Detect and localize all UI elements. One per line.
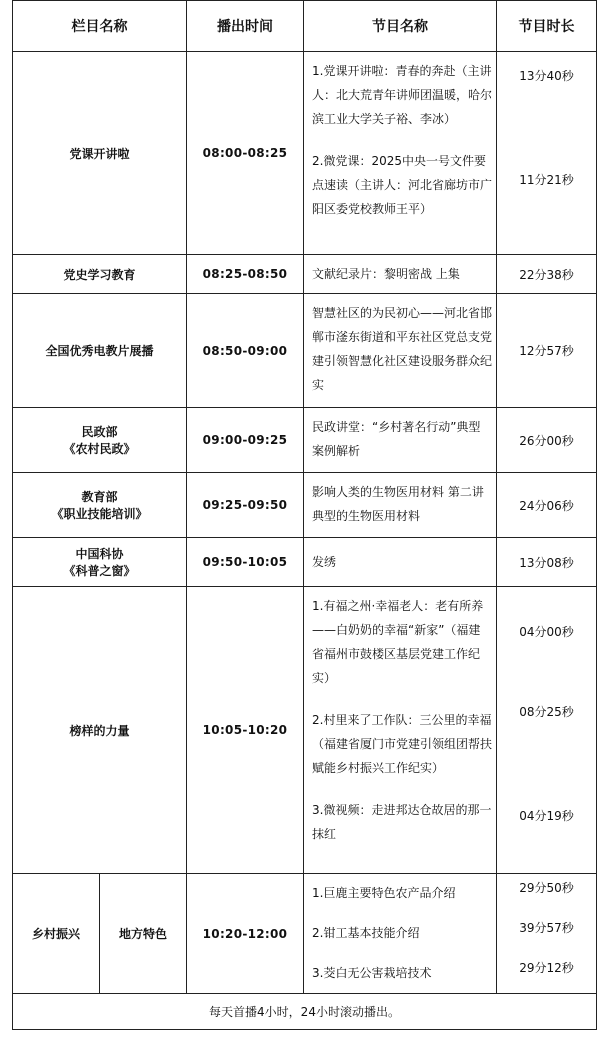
air-time: 08:50-09:00	[187, 294, 304, 408]
footer-note: 每天首播4小时，24小时滚动播出。	[13, 994, 597, 1030]
air-time: 08:25-08:50	[187, 255, 304, 294]
duration-value: 39分57秒	[519, 921, 574, 935]
column-name-line: 教育部	[81, 490, 118, 504]
program-cell	[304, 874, 497, 994]
duration-value: 26分00秒	[497, 408, 597, 473]
air-time: 08:00-08:25	[187, 52, 304, 255]
column-name	[13, 473, 187, 538]
duration-cell	[497, 52, 597, 255]
program-item: 2.微党课：2025中央一号文件要点速读（主讲人：河北省廊坊市广阳区委党校教师王平）	[312, 154, 493, 216]
program-cell	[304, 587, 497, 874]
header-column-name: 栏目名称	[13, 1, 187, 52]
header-air-time: 播出时间	[187, 1, 304, 52]
column-name-line: 《职业技能培训》	[51, 507, 148, 521]
column-name-line: 《科普之窗》	[63, 564, 136, 578]
duration-value: 12分57秒	[497, 294, 597, 408]
column-name-line: 《农村民政》	[63, 442, 136, 456]
duration-cell	[497, 874, 597, 994]
column-name: 全国优秀电教片展播	[13, 294, 187, 408]
program-item: 影响人类的生物医用材料 第二讲 典型的生物医用材料	[304, 473, 497, 538]
program-item: 2.村里来了工作队：三公里的幸福（福建省厦门市党建引领组团帮扶赋能乡村振兴工作纪实）	[312, 713, 493, 775]
column-name-line: 民政部	[81, 425, 118, 439]
program-item: 发绣	[304, 538, 497, 587]
duration-value: 29分12秒	[519, 961, 574, 975]
column-name: 榜样的力量	[13, 587, 187, 874]
table-row	[13, 255, 597, 294]
header-row	[13, 1, 597, 52]
table-row	[13, 473, 597, 538]
column-name: 党课开讲啦	[13, 52, 187, 255]
column-name	[13, 408, 187, 473]
sub-column-name: 地方特色	[100, 874, 187, 994]
header-duration: 节目时长	[497, 1, 597, 52]
table-row	[13, 587, 597, 874]
program-item: 文献纪录片：黎明密战 上集	[304, 255, 497, 294]
program-item: 1.巨鹿主要特色农产品介绍	[312, 886, 456, 900]
footer-row	[13, 994, 597, 1030]
schedule-table	[12, 0, 597, 1030]
column-name	[13, 538, 187, 587]
air-time: 09:25-09:50	[187, 473, 304, 538]
header-program-name: 节目名称	[304, 1, 497, 52]
table-row	[13, 538, 597, 587]
air-time: 10:05-10:20	[187, 587, 304, 874]
duration-value: 04分00秒	[519, 625, 574, 639]
table-row	[13, 874, 597, 994]
table-row	[13, 294, 597, 408]
program-item: 1.党课开讲啦：青春的奔赴（主讲人：北大荒青年讲师团温暖，哈尔滨工业大学关子裕、李冰）	[312, 64, 493, 126]
program-item: 3.茭白无公害栽培技术	[312, 966, 432, 980]
program-item: 2.钳工基本技能介绍	[312, 926, 420, 940]
duration-value: 04分19秒	[519, 809, 574, 823]
column-name: 党史学习教育	[13, 255, 187, 294]
duration-value: 29分50秒	[519, 881, 574, 895]
duration-value: 24分06秒	[497, 473, 597, 538]
duration-value: 13分08秒	[497, 538, 597, 587]
air-time: 09:50-10:05	[187, 538, 304, 587]
duration-value: 08分25秒	[519, 705, 574, 719]
program-item: 智慧社区的为民初心——河北省邯郸市滏东街道和平东社区党总支党建引领智慧化社区建设服务群众纪实	[304, 294, 497, 408]
table-row	[13, 408, 597, 473]
duration-cell	[497, 587, 597, 874]
column-name: 乡村振兴	[13, 874, 100, 994]
duration-value: 22分38秒	[497, 255, 597, 294]
program-item: 民政讲堂：“乡村著名行动”典型案例解析	[304, 408, 497, 473]
duration-value: 11分21秒	[519, 173, 574, 187]
program-cell	[304, 52, 497, 255]
program-item: 1.有福之州·幸福老人：老有所养——白奶奶的幸福“新家”（福建省福州市鼓楼区基层党建工作纪实）	[312, 599, 484, 685]
table-row	[13, 52, 597, 255]
air-time: 09:00-09:25	[187, 408, 304, 473]
air-time: 10:20-12:00	[187, 874, 304, 994]
program-item: 3.微视频：走进邦达仓故居的那一抹红	[312, 803, 492, 841]
duration-value: 13分40秒	[519, 69, 574, 83]
column-name-line: 中国科协	[75, 547, 124, 561]
